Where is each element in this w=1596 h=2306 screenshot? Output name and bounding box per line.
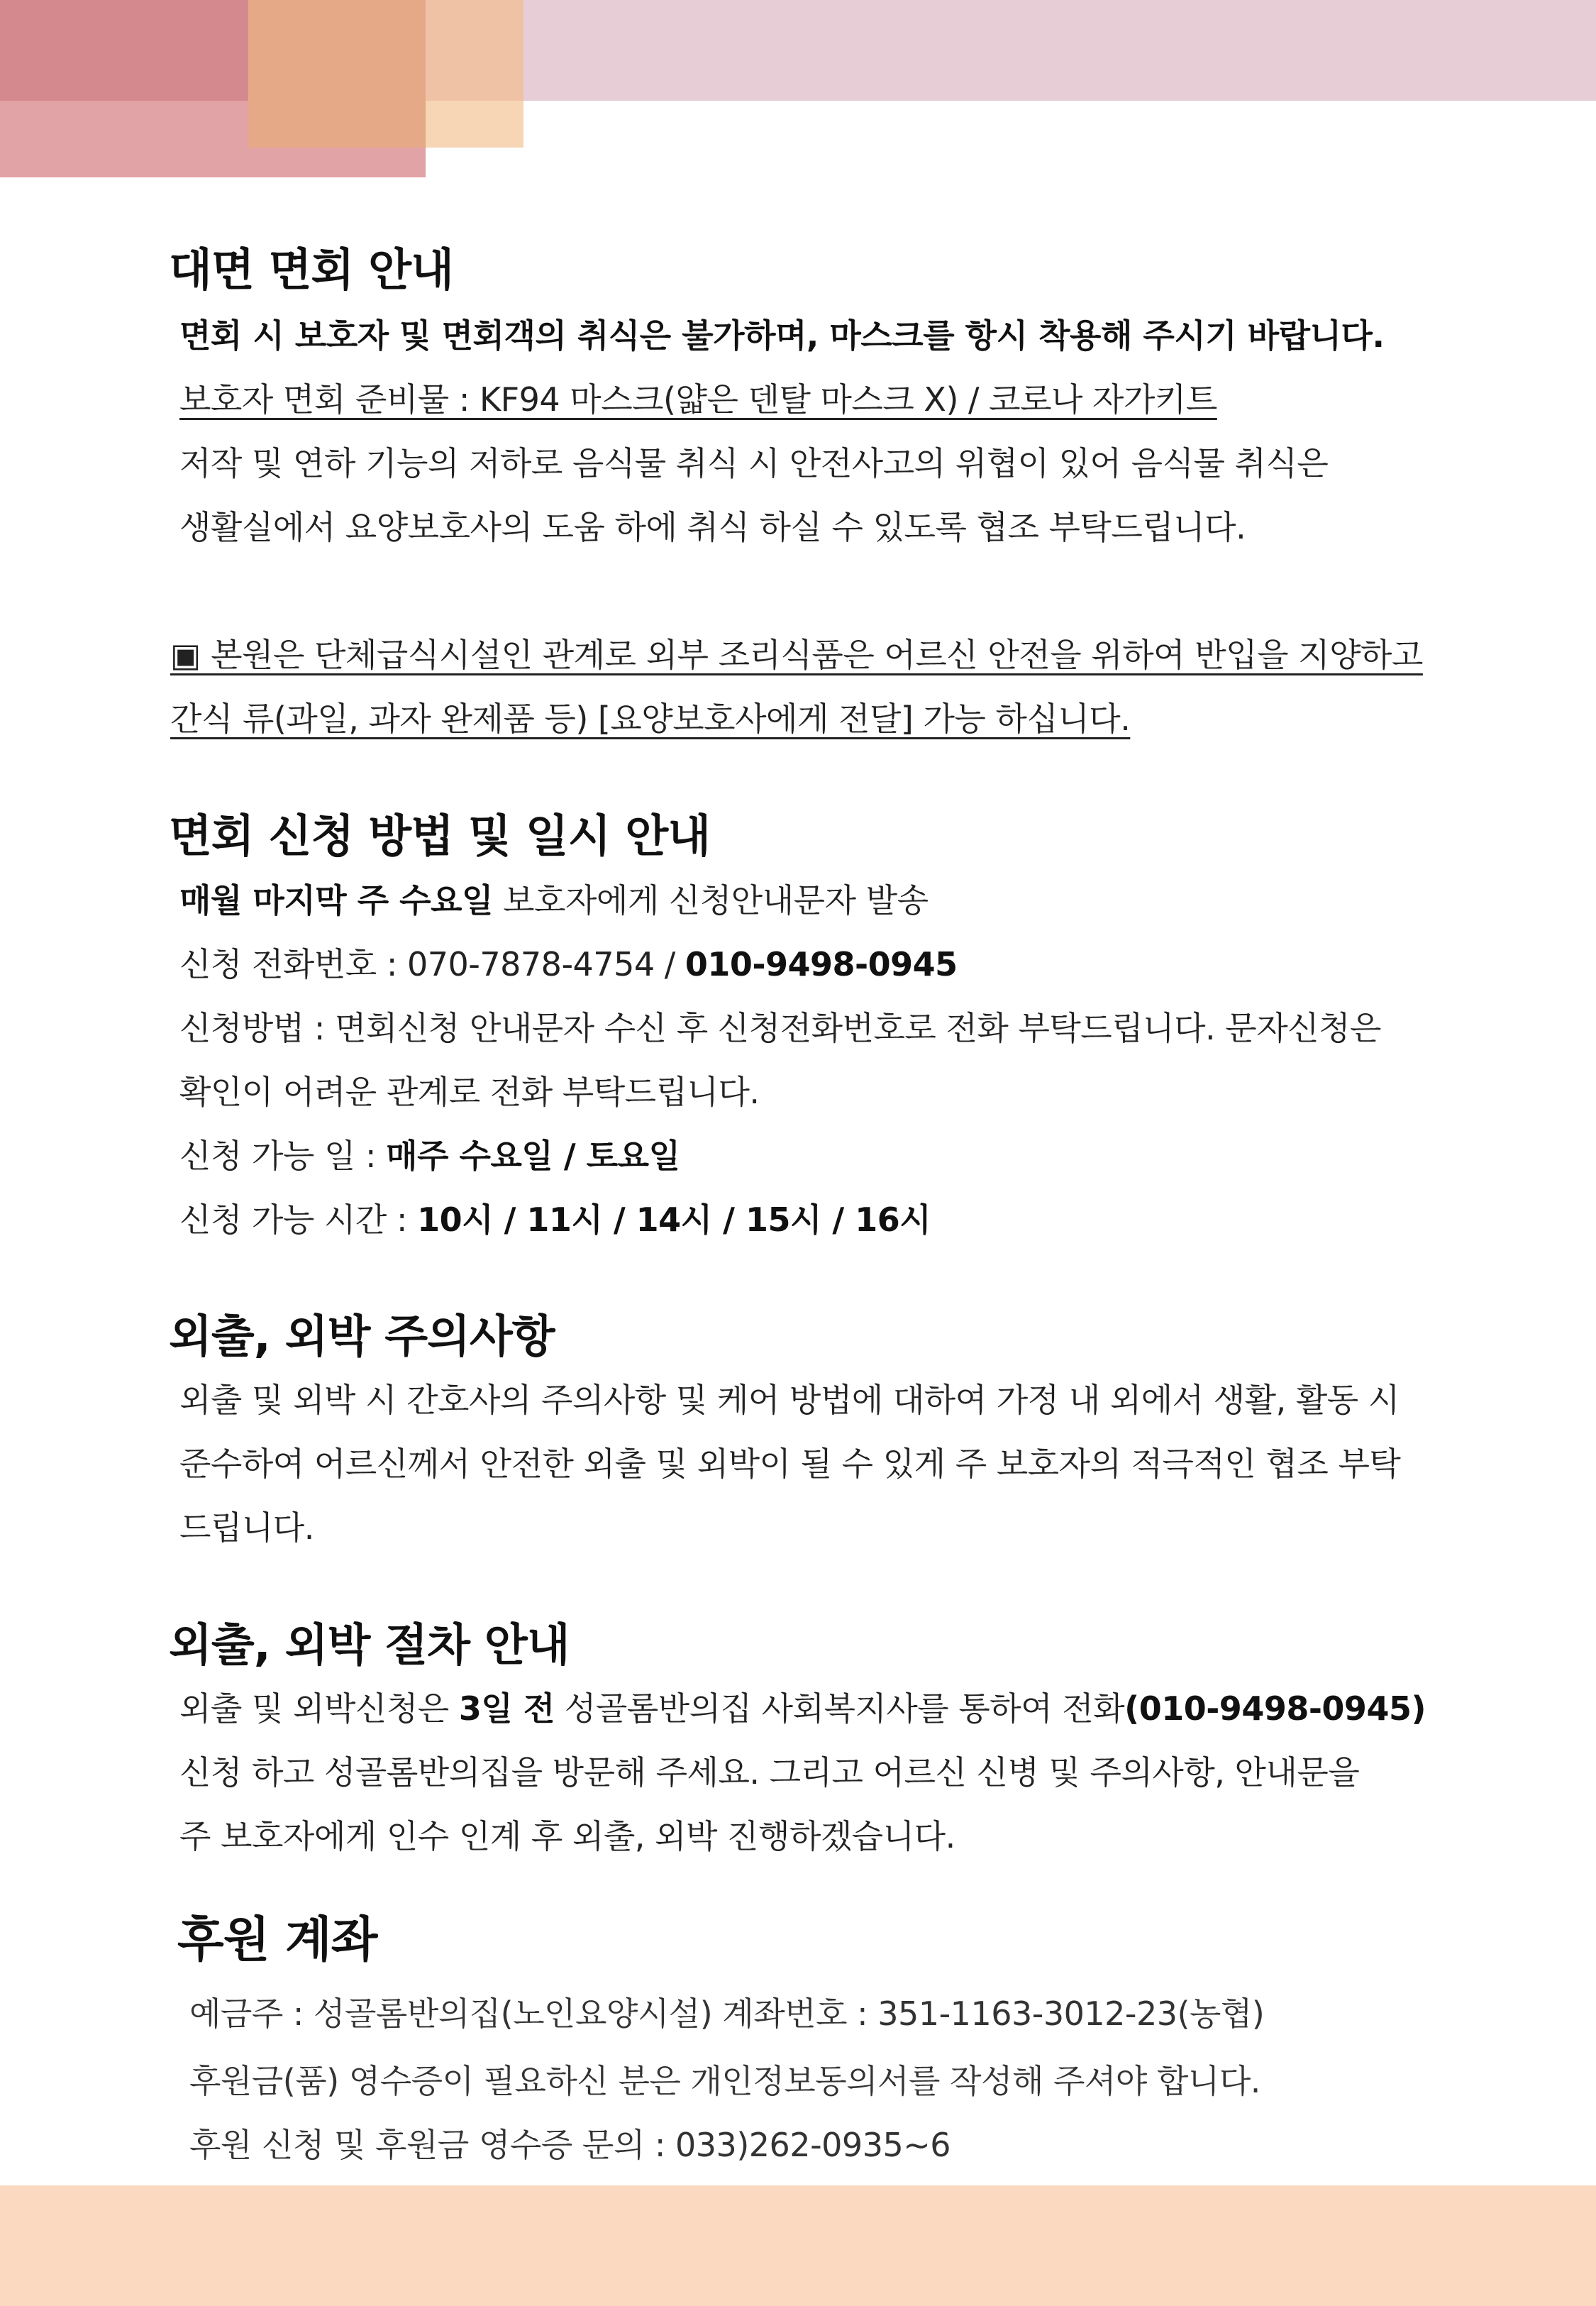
outing-caution-line: 외출 및 외박 시 간호사의 주의사항 및 케어 방법에 대하여 가정 내 외에서 생활, 활동 시 (179, 1381, 1400, 1419)
outing-caution-title: 외출, 외박 주의사항 (169, 1311, 555, 1362)
apply-times-line (179, 1194, 931, 1241)
apply-date-bold: 매월 마지막 주 수요일 (179, 881, 493, 920)
visit-rule-line: 면회 시 보호자 및 면회객의 취식은 불가하며, 마스크를 항시 착용해 주시기 바랍니다. (179, 316, 1385, 355)
outing-caution-line: 준수하여 어르신께서 안전한 외출 및 외박이 될 수 있게 주 보호자의 적극적인 협조 부탁 (179, 1445, 1401, 1483)
apply-section-title: 면회 신청 방법 및 일시 안내 (169, 810, 711, 862)
apply-phone-label: 신청 전화번호 : 070-7878-4754 / (179, 945, 685, 983)
apply-days-label: 신청 가능 일 : (179, 1137, 387, 1175)
outing-procedure-title: 외출, 외박 절차 안내 (169, 1619, 570, 1671)
apply-phone-line (179, 939, 958, 986)
visit-notice-line: ▣ 본원은 단체급식시설인 관계로 외부 조리식품은 어르신 안전을 위하여 반입을 지양하고 (170, 636, 1423, 674)
visit-section-title: 대면 면회 안내 (169, 244, 454, 296)
apply-date-text: 보호자에게 신청안내문자 발송 (492, 881, 929, 920)
apply-line (179, 875, 929, 922)
visit-food-line: 생활실에서 요양보호사의 도움 하에 취식 하실 수 있도록 협조 부탁드립니다. (179, 508, 1246, 546)
visit-notice-line: 간식 류(과일, 과자 완제품 등) [요양보호사에게 전달] 가능 하십니다. (170, 700, 1131, 738)
outing-procedure-line (179, 1683, 1426, 1730)
outing-caution-line: 드립니다. (179, 1508, 314, 1547)
donation-title: 후원 계좌 (177, 1912, 377, 1968)
donation-contact-line: 후원 신청 및 후원금 영수증 문의 : 033)262-0935~6 (189, 2126, 951, 2164)
apply-phone-bold: 010-9498-0945 (685, 945, 958, 983)
header-decoration-band (523, 0, 1596, 101)
apply-times-bold: 10시 / 11시 / 14시 / 15시 / 16시 (417, 1201, 931, 1239)
header-decoration-block (426, 0, 523, 101)
footer-band (0, 2185, 1596, 2306)
apply-method-line: 신청방법 : 면회신청 안내문자 수신 후 신청전화번호로 전화 부탁드립니다. 문자신청은 (179, 1009, 1381, 1047)
outing-procedure-days-bold: 3일 전 (458, 1689, 555, 1728)
apply-days-bold: 매주 수요일 / 토요일 (386, 1137, 680, 1175)
apply-times-label: 신청 가능 시간 : (179, 1201, 418, 1239)
outing-procedure-pre: 외출 및 외박신청은 (179, 1689, 459, 1728)
visit-food-line: 저작 및 연하 기능의 저하로 음식물 취식 시 안전사고의 위협이 있어 음식물 취식은 (179, 444, 1329, 482)
outing-procedure-line: 주 보호자에게 인수 인계 후 외출, 외박 진행하겠습니다. (179, 1817, 955, 1855)
outing-procedure-phone: (010-9498-0945) (1124, 1689, 1426, 1728)
outing-procedure-line: 신청 하고 성골롬반의집을 방문해 주세요. 그리고 어르신 신병 및 주의사항, 안내문을 (179, 1753, 1360, 1792)
donation-receipt-line: 후원금(품) 영수증이 필요하신 분은 개인정보동의서를 작성해 주셔야 합니다. (189, 2062, 1260, 2100)
donation-account-line: 예금주 : 성골롬반의집(노인요양시설) 계좌번호 : 351-1163-3012-23(농협) (189, 1995, 1265, 2033)
apply-method-line: 확인이 어려운 관계로 전화 부탁드립니다. (179, 1073, 760, 1111)
header-decoration-block (248, 0, 426, 148)
outing-procedure-mid: 성골롬반의집 사회복지사를 통하여 전화 (554, 1689, 1125, 1728)
visit-items-line: 보호자 면회 준비물 : KF94 마스크(얇은 덴탈 마스크 X) / 코로나 자가키트 (179, 380, 1217, 419)
apply-days-line (179, 1130, 680, 1177)
